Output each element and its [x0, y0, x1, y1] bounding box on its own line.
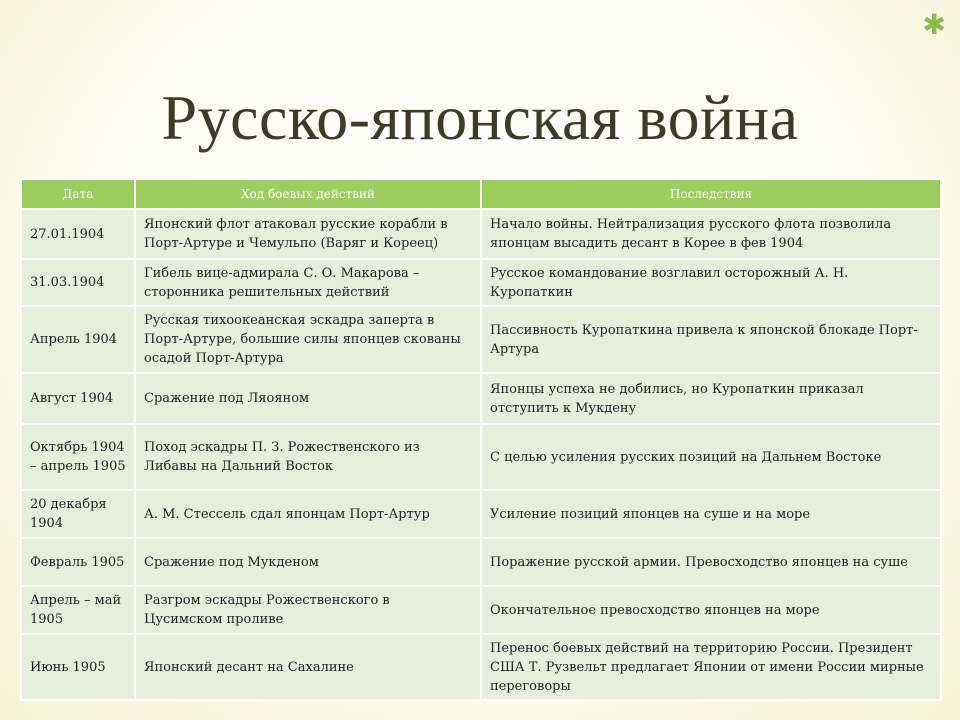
cell-date: Октябрь 1904 – апрель 1905: [21, 424, 135, 490]
table-header: [21, 179, 941, 209]
cell-results: Начало войны. Нейтрализация русского флота позволила японцам высадить десант в Корее в фев 1904: [481, 209, 941, 259]
table-row: [21, 209, 941, 259]
cell-date: Апрель 1904: [21, 306, 135, 373]
table-row: [21, 586, 941, 634]
cell-date: 27.01.1904: [21, 209, 135, 259]
cell-date: Июнь 1905: [21, 634, 135, 700]
table-row: [21, 259, 941, 306]
cell-results: Окончательное превосходство японцев на море: [481, 586, 941, 634]
cell-date: Апрель – май 1905: [21, 586, 135, 634]
header-events: Ход боевых действий: [135, 179, 481, 209]
cell-events: Русская тихоокеанская эскадра заперта в Порт-Артуре, большие силы японцев скованы осадой Порт-Артура: [135, 306, 481, 373]
header-results: Последствия: [481, 179, 941, 209]
cell-results: Русское командование возглавил осторожный А. Н. Куропаткин: [481, 259, 941, 306]
slide-title: Русско-японская война: [161, 82, 799, 153]
cell-events: Разгром эскадры Рожественского в Цусимском проливе: [135, 586, 481, 634]
table-row: [21, 424, 941, 490]
cell-date: 20 декабря 1904: [21, 490, 135, 538]
table-row: [21, 306, 941, 373]
cell-results: С целью усиления русских позиций на Дальнем Востоке: [481, 424, 941, 490]
cell-results: Усиление позиций японцев на суше и на море: [481, 490, 941, 538]
cell-date: Февраль 1905: [21, 538, 135, 586]
cell-date: 31.03.1904: [21, 259, 135, 306]
cell-events: Японский десант на Сахалине: [135, 634, 481, 700]
cell-events: Поход эскадры П. З. Рожественского из Либавы на Дальний Восток: [135, 424, 481, 490]
cell-results: Поражение русской армии. Превосходство японцев на суше: [481, 538, 941, 586]
cell-date: Август 1904: [21, 373, 135, 424]
cell-events: Сражение под Ляояном: [135, 373, 481, 424]
cell-results: Японцы успеха не добились, но Куропаткин приказал отступить к Мукдену: [481, 373, 941, 424]
events-table: [20, 178, 942, 701]
header-date: Дата: [21, 179, 135, 209]
table-row: [21, 634, 941, 700]
table-row: [21, 490, 941, 538]
table-row: [21, 538, 941, 586]
cell-events: Сражение под Мукденом: [135, 538, 481, 586]
cell-events: Японский флот атаковал русские корабли в Порт-Артуре и Чемульпо (Варяг и Кореец): [135, 209, 481, 259]
corner-asterisk-icon: ✱: [922, 8, 946, 41]
cell-results: Перенос боевых действий на территорию России. Президент США Т. Рузвельт предлагает Японии от имени России мирные переговоры: [481, 634, 941, 700]
cell-events: А. М. Стессель сдал японцам Порт-Артур: [135, 490, 481, 538]
cell-events: Гибель вице-адмирала С. О. Макарова – сторонника решительных действий: [135, 259, 481, 306]
table-row: [21, 373, 941, 424]
cell-results: Пассивность Куропаткина привела к японской блокаде Порт-Артура: [481, 306, 941, 373]
